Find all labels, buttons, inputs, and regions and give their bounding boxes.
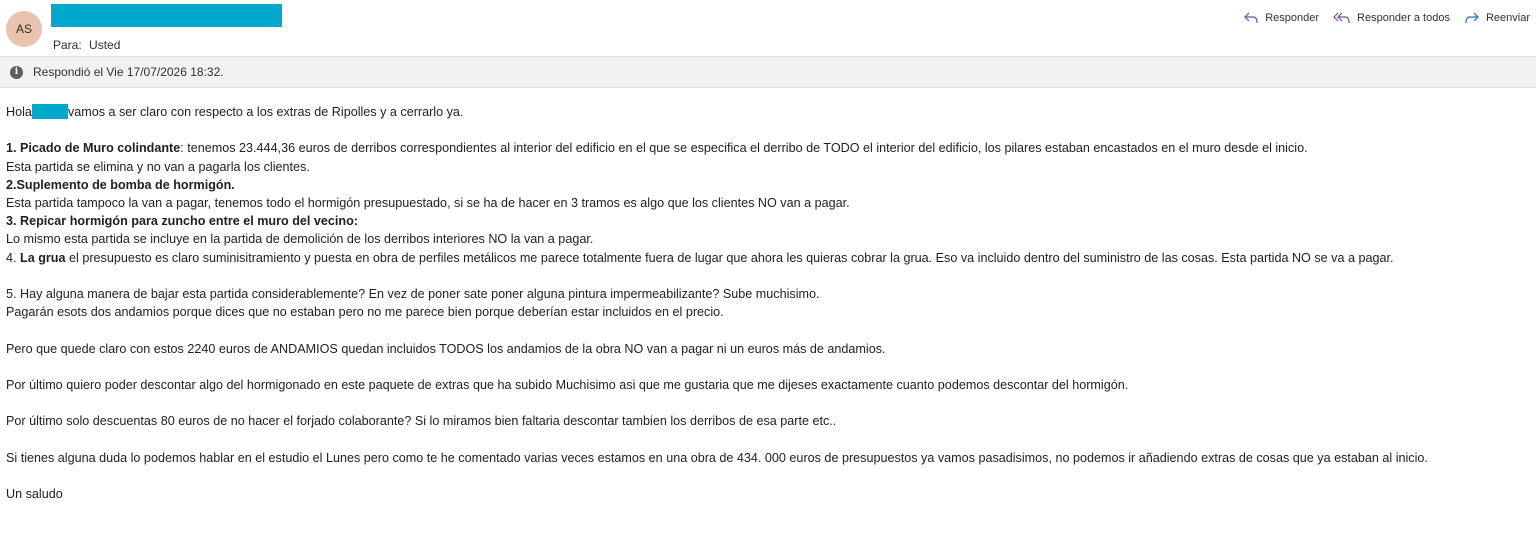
item-4-number: 4. (6, 250, 21, 265)
item-2-title (6, 176, 1531, 194)
to-value[interactable]: Usted (89, 38, 121, 52)
concrete-paragraph: Por último quiero poder descontar algo del hormigonado en este paquete de extras que ha subido Muchisimo asi que me gustaria que me dijeses exactamente cuanto podemos descontar del hormigón. (6, 377, 1129, 392)
reply-all-icon (1333, 11, 1351, 25)
reply-status-bar (0, 57, 1536, 88)
item-3-title-bold: 3. Repicar hormigón para zuncho entre el muro del vecino: (6, 214, 358, 229)
item-2-title-bold: 2.Suplemento de bomba de hormigón. (6, 177, 235, 192)
sender-avatar[interactable]: AS (6, 11, 42, 47)
item-3-title (6, 212, 1531, 230)
message-header (0, 0, 1536, 57)
item-2-note: Esta partida tampoco la van a pagar, tenemos todo el hormigón presupuestado, si se ha de hacer en 3 tramos es algo que los clientes NO van a pagar. (6, 196, 850, 210)
item-1-text: : tenemos 23.444,36 euros de derribos correspondientes al interior del edificio en el que se especifica el derribo de TODO el interior del edificio, los pilares estaban encastados en el muro desde el inicio. (180, 141, 1308, 156)
greeting-prefix: Hola (6, 105, 32, 119)
forward-icon (1464, 11, 1480, 25)
slab-paragraph: Por último solo descuentas 80 euros de no hacer el forjado colaborante? Si lo miramos bien faltaria descontar tambien los derribos de esa parte etc.. (6, 414, 837, 429)
item-1-line (6, 139, 1531, 157)
recipient-line (53, 38, 120, 52)
reply-status-text: Respondió el Vie 17/07/2026 18:32. (33, 65, 224, 79)
recipient-name-redacted (32, 104, 68, 119)
sender-name-redacted (51, 4, 282, 27)
reply-all-label: Responder a todos (1357, 12, 1450, 24)
closing-line: Un saludo (6, 487, 63, 502)
to-label: Para: (53, 38, 82, 52)
info-icon: i (10, 66, 23, 79)
greeting-line (6, 103, 1531, 121)
greeting-text: vamos a ser claro con respecto a los extras de Ripolles y a cerrarlo ya. (67, 105, 464, 119)
item-1-title: 1. Picado de Muro colindante (6, 141, 181, 156)
item-5-note: Pagarán esots dos andamios porque dices que no estaban pero no me parece bien porque deberían estar incluidos en el precio. (6, 305, 724, 320)
questions-paragraph: Si tienes alguna duda lo podemos hablar en el estudio el Lunes pero como te he comentado varias veces estamos en una obra de 434. 000 euros de presupuestos ya vamos pasadisimos, no podemos ir añadiendo extras de cosas que ya estaban al inicio. (6, 450, 1428, 465)
reply-icon (1243, 11, 1259, 25)
item-5-line: 5. Hay alguna manera de bajar esta partida considerablemente? En vez de poner sate poner alguna pintura impermeabilizante? Sube muchisimo. (6, 287, 820, 301)
item-3-note: Lo mismo esta partida se incluye en la partida de demolición de los derribos interiores NO la van a pagar. (6, 232, 594, 247)
message-actions (1243, 11, 1530, 25)
forward-button[interactable] (1464, 11, 1530, 25)
reply-label: Responder (1265, 12, 1320, 24)
scaffolding-paragraph: Pero que quede claro con estos 2240 euros de ANDAMIOS quedan incluidos TODOS los andamios de la obra NO van a pagar ni un euros más de andamios. (6, 341, 886, 356)
item-4-title: La grua (20, 250, 66, 265)
reply-all-button[interactable] (1333, 11, 1450, 25)
reply-button[interactable] (1243, 11, 1319, 25)
item-1-note: Esta partida se elimina y no van a pagarla los clientes. (6, 159, 310, 174)
forward-label: Reenviar (1485, 12, 1530, 24)
item-4-text: el presupuesto es claro suminisitramiento y puesta en obra de perfiles metálicos me parece totalmente fuera de lugar que ahora les quieras cobrar la grua. Eso va incluido dentro del suministro de las cosas. Esta partida NO se va a pagar. (65, 250, 1394, 265)
message-body (6, 103, 1531, 503)
item-4-line (6, 249, 1531, 267)
